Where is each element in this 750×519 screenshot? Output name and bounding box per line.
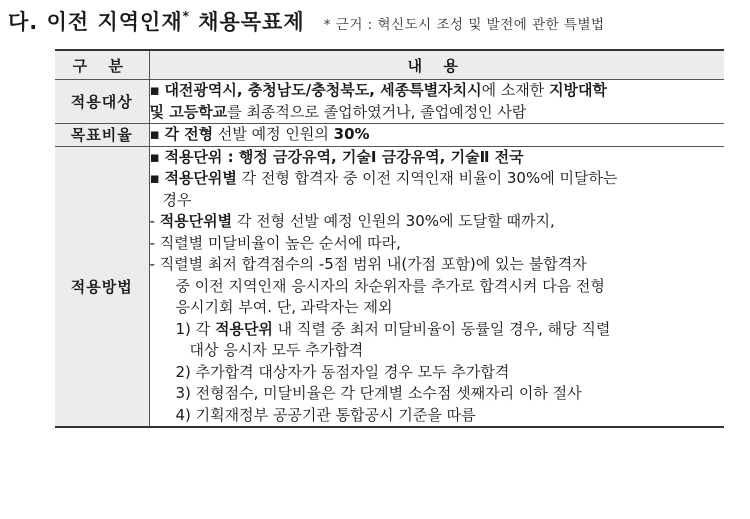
content-line: 1) 각 적용단위 내 직렬 중 최저 미달비율이 동률일 경우, 해당 직렬 [175, 319, 611, 338]
title-footnote-mark: * [182, 9, 190, 23]
content-line: ▪ 적용단위별 각 전형 합격자 중 이전 지역인재 비율이 30%에 미달하는 [149, 169, 618, 187]
content-line: 및 고등학교를 최종적으로 졸업하였거나, 졸업예정인 사람 [149, 102, 527, 121]
recruitment-target-table [55, 49, 724, 428]
table-row [55, 146, 724, 427]
content-line: 2) 추가합격 대상자가 동점자일 경우 모두 추가합격 [175, 362, 510, 381]
content-line: 대상 응시자 모두 추가합격 [189, 341, 364, 359]
content-line: 4) 기획재정부 공공기관 통합공시 기준을 따름 [175, 405, 476, 424]
row-content-method [149, 146, 724, 427]
section-title [8, 10, 305, 34]
table-header-row [55, 50, 724, 80]
content-line: - 적용단위별 각 전형 선발 예정 인원의 30%에 도달할 때까지, [149, 212, 555, 230]
content-line: 중 이전 지역인재 응시자의 차순위자를 추가로 합격시켜 다음 전형 [175, 276, 605, 295]
table-row [55, 80, 724, 124]
content-line: ▪ 각 전형 선발 예정 인원의 30% [149, 125, 370, 143]
header-category: 구 분 [55, 50, 149, 80]
row-label-method: 적용방법 [55, 146, 149, 427]
content-line: 3) 전형점수, 미달비율은 각 단계별 소수점 셋째자리 이하 절사 [175, 384, 582, 402]
title-text: 다. 이전 지역인재 [8, 10, 183, 34]
row-content-ratio [149, 124, 724, 147]
legal-basis-note: * 근거 : 혁신도시 조성 및 발전에 관한 특별법 [323, 17, 605, 33]
content-line: - 직렬별 미달비율이 높은 순서에 따라, [149, 233, 401, 252]
content-line: ▪ 대전광역시, 충청남도/충청북도, 세종특별자치시에 소재한 지방대학 [149, 81, 608, 99]
header-content: 내 용 [149, 50, 724, 80]
row-label-ratio: 목표비율 [55, 124, 149, 147]
section-heading [8, 6, 605, 36]
table-row [55, 124, 724, 147]
content-line: ▪ 적용단위 : 행정 금강유역, 기술Ⅰ 금강유역, 기술Ⅱ 전국 [149, 147, 524, 166]
title-suffix: 채용목표제 [189, 10, 305, 34]
content-line: - 직렬별 최저 합격점수의 -5점 범위 내(가점 포함)에 있는 불합격자 [149, 255, 587, 273]
content-line: 경우 [162, 190, 192, 209]
content-line: 응시기회 부여. 단, 과락자는 제외 [175, 298, 393, 316]
row-content-target [149, 80, 724, 124]
row-label-target: 적용대상 [55, 80, 149, 124]
